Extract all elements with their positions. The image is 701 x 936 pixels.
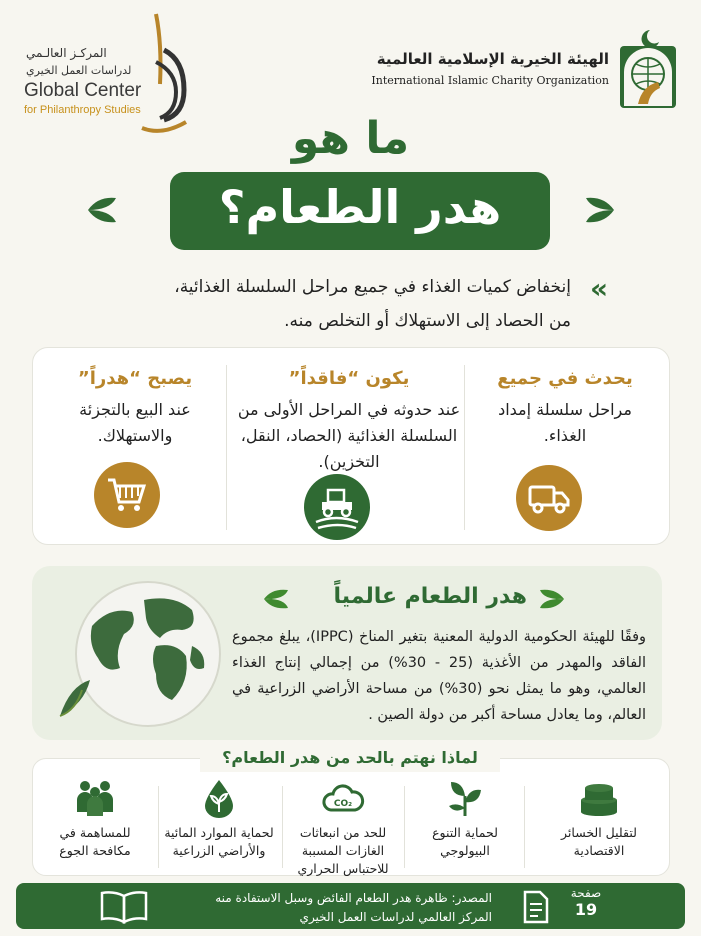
stage-column [236,368,462,475]
page-indicator [556,886,616,919]
why-item [40,778,150,860]
stage-column [50,368,220,449]
why-title: لماذا نهتم بالحد من هدر الطعام؟ [200,748,500,772]
page-number: 19 [574,900,598,919]
title-main: هدر الطعام؟ [218,180,502,234]
why-item [288,778,398,878]
stage-text: عند حدوثه في المراحل الأولى من السلسلة الغذائية (الحصاد، النقل، التخزين). [237,400,461,471]
stage-title: يحدث في جميع [497,368,633,389]
svg-text:CO₂: CO₂ [333,799,353,809]
why-text: للحد من انبعاثات الغازات المسببة للاحتباس الحراري [297,825,389,876]
stage-column [480,368,650,449]
why-item [164,778,274,860]
leaf-icon [538,588,566,614]
globe-illustration [52,576,232,736]
center-name-arabic-2: لدراسات العمل الخيري [26,64,132,77]
org-name-arabic: الهيئة الخيرية الإسلامية العالمية [376,50,609,68]
center-name-arabic-1: المركـز العالـمي [26,46,107,60]
why-text: لتقليل الخسائر الاقتصادية [561,825,637,858]
divider [158,786,159,868]
divider [464,365,465,530]
divider [524,786,525,868]
leaf-left-icon [86,196,120,228]
source-text [170,889,492,927]
water-plant-icon [197,778,241,818]
world-text: وفقًا للهيئة الحكومية الدولية المعنية بتغير المناخ (IPPC)، يبلغ مجموع الفاقد والمهدر من الأغذية (25 - 30%) من إجمالي إنتاج الغذاء العالمي، وهو ما يمثل نحو (30%) من مساحة الأراضي الزراعية في العالم، وما يعادل مساحة أكبر من دولة الصين . [232,629,647,723]
why-text: لحماية الموارد المائية والأراضي الزراعية [164,825,274,858]
people-icon [73,778,117,818]
title-question: ما هو [291,113,410,164]
stage-title: يكون “فاقداً” [288,368,410,389]
coins-icon [577,778,621,818]
page-label: صفحة [570,886,602,900]
world-title: هدر الطعام عالمياً [333,584,527,609]
book-icon [98,890,150,924]
intro-line-2: من الحصاد إلى الاستهلاك أو التخلص منه. [284,311,571,331]
divider [404,786,405,868]
stage-text: مراحل سلسلة إمداد الغذاء. [498,400,632,445]
why-text: للمساهمة في مكافحة الجوع [59,825,131,858]
double-chevron-icon: « [590,272,609,305]
org-name-english: International Islamic Charity Organization [371,74,609,87]
document-icon [522,890,550,924]
center-name-english-1: Global Center [24,80,142,101]
truck-icon [516,465,582,531]
tractor-icon [304,474,370,540]
plant-icon [443,778,487,818]
why-item [544,778,654,860]
intro-line-1: إنخفاض كميات الغذاء في جميع مراحل السلسلة الغذائية، [174,277,571,297]
leaf-right-icon [582,196,616,228]
source-line-1: المصدر: ظاهرة هدر الطعام الفائض وسبل الاستفادة منه [215,891,492,905]
intro-text [91,270,571,338]
iico-logo [616,24,680,110]
stage-title: يصبح “هدراً” [77,368,193,389]
divider [282,786,283,868]
divider [226,365,227,530]
cart-icon [94,462,160,528]
why-text: لحماية التنوع البيولوجي [432,825,498,858]
stage-text: عند البيع بالتجزئة والاستهلاك. [79,400,191,445]
center-name-english-2: for Philanthropy Studies [24,104,141,116]
source-line-2: المركز العالمي لدراسات العمل الخيري [299,910,492,924]
co2-cloud-icon [321,778,365,818]
why-item [410,778,520,860]
leaf-icon [262,588,290,614]
